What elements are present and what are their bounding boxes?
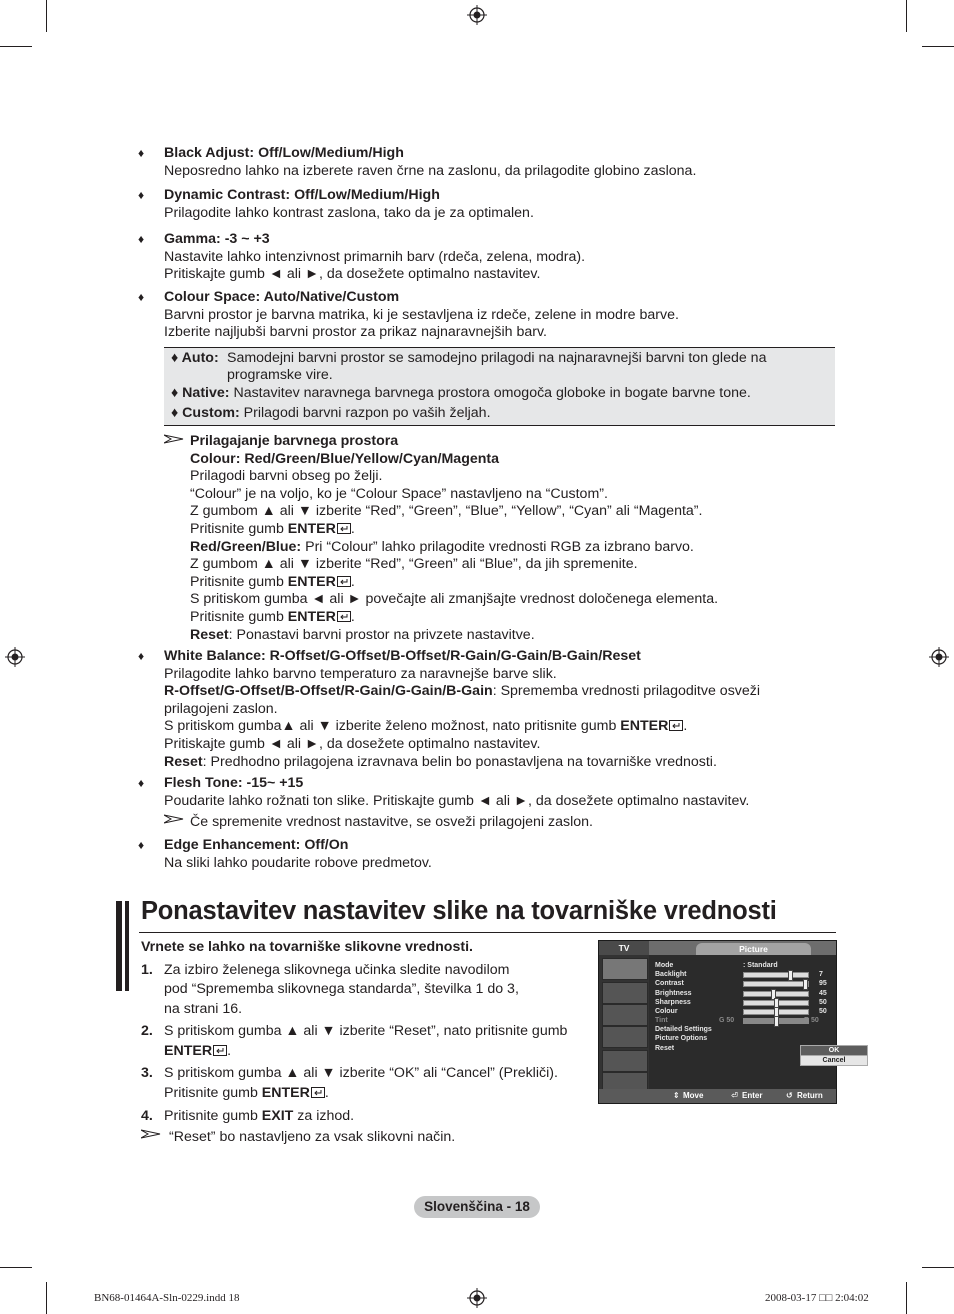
native-label: ♦ Native:: [171, 385, 230, 401]
crop-mark: [922, 1267, 954, 1268]
step-number: 4.: [141, 1108, 153, 1124]
enter-icon: [337, 611, 351, 622]
crop-mark: [0, 1267, 32, 1268]
reset-label: Reset: [190, 626, 229, 643]
bullet-title: Black Adjust: Off/Low/Medium/High: [164, 145, 404, 161]
enter-icon: [337, 523, 351, 534]
page-number-badge: Slovenščina - 18: [414, 1196, 540, 1218]
bullet-line: Poudarite lahko rožnati ton slike. Pritiskajte gumb ◄ ali ►, da dosežete optimalno nastavitev.: [164, 792, 750, 809]
enter-key-label: ENTER: [620, 718, 669, 735]
reset-note: “Reset” bo nastavljeno za vsak slikovni način.: [169, 1129, 456, 1145]
footer-file-name: BN68-01464A-Sln-0229.indd 18: [94, 1292, 240, 1304]
section-intro: Vrnete se lahko na tovarniške slikovne vrednosti.: [141, 939, 473, 955]
osd-contrast-label: Contrast: [655, 980, 684, 987]
note-line: Prilagodi barvni obseg po želji.: [190, 468, 383, 485]
press-text: Pritisnite gumb: [164, 1108, 262, 1124]
bullet-line: Barvni prostor je barvna matrika, ki je sestavljena iz rdeče, zelene in modre barve.: [164, 306, 679, 323]
osd-reset: Reset: [655, 1045, 675, 1052]
step-1-line: na strani 16.: [164, 1001, 243, 1017]
note-line: Z gumbom ▲ ali ▼ izberite “Red”, “Green” ali “Blue”, da jih spremenite.: [190, 556, 638, 573]
osd-channel-icon: [602, 1004, 648, 1026]
osd-setup-icon: [602, 1026, 648, 1048]
osd-picture-options: Picture Options: [655, 1035, 708, 1042]
step-number: 1.: [141, 962, 153, 978]
osd-contrast-slider: [743, 981, 809, 987]
colour-space-options-box: [164, 347, 835, 426]
note-line: Pritisnite gumb ENTER .: [190, 520, 355, 537]
slider-knob: [803, 979, 808, 990]
bullet-line: Neposredno lahko na izberete raven črne na zaslonu, da prilagodite globino zaslona.: [164, 162, 697, 179]
step-1-line: Za izbiro želenega slikovnega učinka sledite navodilom: [164, 962, 510, 978]
enter-icon: [669, 720, 683, 731]
flesh-tone-note: Če spremenite vrednost nastavitve, se osveži prilagojeni zaslon.: [190, 814, 593, 830]
registration-mark-icon: [929, 647, 949, 667]
osd-brightness-label: Brightness: [655, 990, 692, 997]
bullet-line: S pritiskom gumba▲ ali ▼ izberite želeno možnost, nato pritisnite gumb ENTER .: [164, 718, 688, 735]
wb-params: R-Offset/G-Offset/B-Offset/R-Gain/G-Gain/B-Gain: [164, 683, 493, 700]
bullet-title: Gamma: -3 ~ +3: [164, 231, 270, 247]
custom-colour-note: [190, 433, 830, 644]
crop-mark: [46, 0, 47, 32]
diamond-bullet-icon: ♦: [138, 776, 145, 790]
note-arrow-icon: [141, 1129, 161, 1139]
bullet-line: [164, 683, 844, 701]
osd-brightness-value: 45: [819, 990, 827, 997]
osd-picture-icon: [602, 958, 648, 980]
note-line: Z gumbom ▲ ali ▼ izberite “Red”, “Green”, “Blue”, “Yellow”, “Cyan” ali “Magenta”.: [190, 503, 703, 520]
bullet-line: Pritiskajte gumb ◄ ali ►, da dosežete optimalno nastavitev.: [164, 735, 541, 752]
step-3-line: S pritiskom gumba ▲ ali ▼ izberite “OK” ali “Cancel” (Prekliči).: [164, 1065, 558, 1081]
press-text: Pritisnite gumb: [190, 520, 288, 537]
reset-text: : Predhodno prilagojena izravnava belin bo ponastavljena na tovarniške vrednosti.: [202, 753, 717, 770]
osd-detailed-settings: Detailed Settings: [655, 1026, 712, 1033]
osd-mode-label: Mode: [655, 962, 674, 969]
press-text: Pritisnite gumb: [190, 608, 288, 625]
osd-picture-tab: Picture: [696, 943, 811, 955]
osd-sound-icon: [602, 982, 648, 1004]
enter-icon: [311, 1087, 325, 1098]
osd-tint-slider: [743, 1018, 809, 1024]
crop-mark: [906, 0, 907, 32]
bullet-title: Edge Enhancement: Off/On: [164, 837, 349, 853]
osd-menu-panel: [649, 955, 846, 1089]
reset-text: : Ponastavi barvni prostor na privzete nastavitve.: [228, 626, 535, 643]
diamond-bullet-icon: ♦: [138, 649, 145, 663]
osd-tv-label: TV: [599, 941, 649, 955]
registration-mark-icon: [5, 647, 25, 667]
slider-knob: [788, 970, 793, 981]
step-number: 2.: [141, 1023, 153, 1039]
diamond-bullet-icon: ♦: [138, 188, 145, 202]
section-bar-decoration: [116, 901, 132, 991]
crop-mark: [906, 1282, 907, 1314]
step-3-line: Pritisnite gumb ENTER .: [164, 1085, 329, 1101]
step-number: 3.: [141, 1065, 153, 1081]
osd-return-icon: ↺: [786, 1091, 793, 1100]
note-title: Prilagajanje barvnega prostora: [190, 433, 399, 449]
note-line: Pritisnite gumb ENTER .: [190, 573, 355, 590]
diamond-bullet-icon: ♦: [138, 290, 145, 304]
crop-mark: [922, 46, 954, 47]
osd-enter-icon: ⏎: [731, 1091, 738, 1100]
auto-label: ♦ Auto:: [171, 350, 219, 366]
note-arrow-icon: [164, 814, 184, 824]
press-text: Pritisnite gumb: [190, 573, 288, 590]
osd-return-label: Return: [797, 1091, 823, 1100]
osd-brightness-slider: [743, 991, 809, 997]
osd-cancel-button[interactable]: Cancel: [800, 1055, 868, 1066]
custom-text: Prilagodi barvni razpon po vaših željah.: [243, 405, 491, 421]
reset-label: Reset: [164, 753, 203, 770]
bullet-line: Izberite najljubši barvni prostor za prikaz najnaravnejših barv.: [164, 324, 547, 341]
bullet-line: Pritiskajte gumb ◄ ali ►, da dosežete optimalno nastavitev.: [164, 266, 541, 283]
osd-mode-value: : Standard: [743, 962, 778, 969]
note-arrow-icon: [164, 434, 184, 444]
osd-colour-label: Colour: [655, 1008, 678, 1015]
native-text: Nastavitev naravnega barvnega prostora omogoča globoke in bogate barvne tone.: [233, 385, 751, 401]
auto-text: Samodejni barvni prostor se samodejno prilagodi na najnaravnejši barvni ton glede na: [227, 350, 767, 366]
note-line: “Colour” je na voljo, ko je “Colour Space” nastavljeno na “Custom”.: [190, 485, 608, 502]
crop-mark: [46, 1282, 47, 1314]
crop-mark: [0, 46, 32, 47]
enter-key-label: ENTER: [261, 1085, 310, 1101]
note-line: [190, 539, 830, 557]
bullet-line: Na sliki lahko poudarite robove predmetov.: [164, 854, 432, 871]
exit-key-label: EXIT: [261, 1108, 294, 1124]
bullet-title: Dynamic Contrast: Off/Low/Medium/High: [164, 187, 440, 203]
osd-ok-button[interactable]: OK: [800, 1045, 868, 1056]
osd-backlight-label: Backlight: [655, 971, 687, 978]
osd-backlight-value: 7: [819, 971, 823, 978]
rgb-label: Red/Green/Blue:: [190, 538, 302, 555]
osd-contrast-value: 95: [819, 980, 827, 987]
wb-params-text: : Sprememba vrednosti prilagoditve osveži: [492, 683, 761, 700]
note-line: [190, 627, 830, 645]
step-4-line: [164, 1108, 354, 1126]
bullet-title: White Balance: R-Offset/G-Offset/B-Offset/R-Gain/G-Gain/B-Gain/Reset: [164, 648, 641, 664]
step-2-line: ENTER .: [164, 1043, 232, 1059]
bullet-line: Nastavite lahko intenzivnost primarnih barv (rdeča, zelena, modra).: [164, 248, 586, 265]
step-4-post: za izhod.: [293, 1108, 355, 1124]
osd-enter-label: Enter: [742, 1091, 763, 1100]
note-line: Pritisnite gumb ENTER .: [190, 608, 355, 625]
osd-move-icon: ⇕: [673, 1091, 680, 1100]
registration-mark-icon: [467, 5, 487, 25]
note-subtitle: Colour: Red/Green/Blue/Yellow/Cyan/Magenta: [190, 450, 500, 467]
diamond-bullet-icon: ♦: [138, 146, 145, 160]
osd-sharpness-value: 50: [819, 999, 827, 1006]
heading-underline: [139, 932, 836, 933]
step-2-line: S pritiskom gumba ▲ ali ▼ izberite “Reset”, nato pritisnite gumb: [164, 1023, 568, 1039]
bullet-line: Prilagodite lahko kontrast zaslona, tako da je za optimalen.: [164, 204, 534, 221]
bullet-title: Colour Space: Auto/Native/Custom: [164, 289, 400, 305]
osd-tint-g: G 50: [719, 1017, 735, 1024]
osd-colour-value: 50: [819, 1008, 827, 1015]
custom-label: ♦ Custom:: [171, 405, 240, 421]
enter-key-label: ENTER: [287, 573, 336, 590]
osd-footer: [599, 1089, 836, 1103]
bullet-line: [164, 754, 844, 772]
osd-sharpness-slider: [743, 1000, 809, 1006]
bullet-line: prilagojeni zaslon.: [164, 700, 278, 717]
osd-move-label: Move: [683, 1091, 704, 1100]
diamond-bullet-icon: ♦: [138, 232, 145, 246]
auto-text-cont: programske vire.: [227, 367, 333, 383]
osd-tint-r: R 50: [804, 1017, 819, 1024]
registration-mark-icon: [467, 1288, 487, 1308]
enter-key-label: ENTER: [164, 1043, 213, 1059]
diamond-bullet-icon: ♦: [138, 838, 145, 852]
enter-icon: [213, 1045, 227, 1056]
enter-key-label: ENTER: [287, 520, 336, 537]
tv-picture-menu-screenshot: [598, 940, 846, 1104]
osd-tint-label: Tint: [655, 1017, 668, 1024]
section-heading: Ponastavitev nastavitev slike na tovarniške vrednosti: [141, 897, 777, 925]
footer-timestamp: 2008-03-17 □□ 2:04:02: [765, 1292, 869, 1304]
rgb-text: Pri “Colour” lahko prilagodite vrednosti RGB za izbrano barvo.: [301, 538, 694, 555]
osd-colour-slider: [743, 1009, 809, 1015]
step-1-line: pod “Sprememba slikovnega standarda”, številka 1 do 3,: [164, 981, 519, 997]
osd-sidebar: [599, 955, 649, 1089]
bullet-line: Prilagodite lahko barvno temperaturo za naravnejše barve slik.: [164, 665, 557, 682]
enter-icon: [337, 576, 351, 587]
bullet-title: Flesh Tone: -15~ +15: [164, 775, 304, 791]
press-text: Pritisnite gumb: [164, 1085, 262, 1101]
osd-backlight-slider: [743, 972, 809, 978]
osd-sharpness-label: Sharpness: [655, 999, 691, 1006]
note-line: S pritiskom gumba ◄ ali ► povečajte ali zmanjšajte vrednost določenega elementa.: [190, 591, 719, 608]
osd-input-icon: [602, 1050, 648, 1072]
wb-select-text: S pritiskom gumba▲ ali ▼ izberite želeno možnost, nato pritisnite gumb: [164, 718, 621, 735]
slider-knob: [774, 1016, 779, 1027]
enter-key-label: ENTER: [287, 608, 336, 625]
